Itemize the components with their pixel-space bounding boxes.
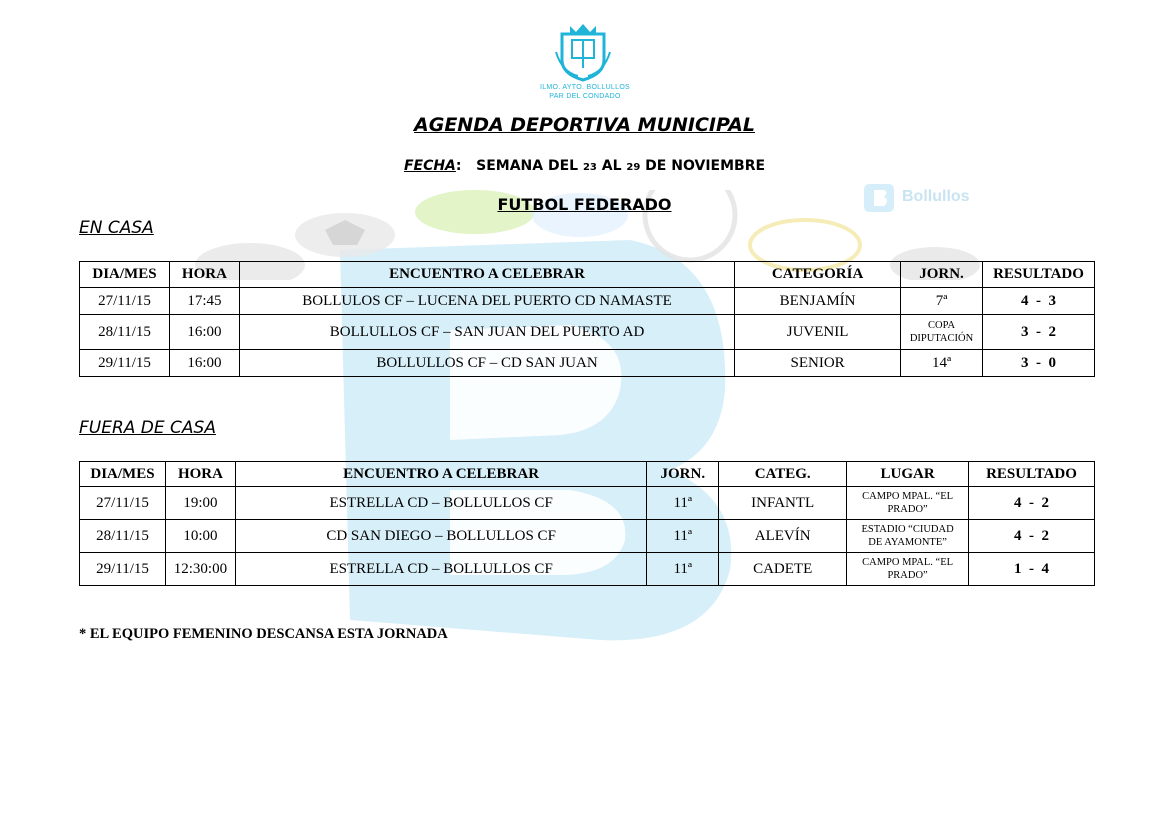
cell-lugar: [847, 520, 969, 553]
cell-jorn-line2: DIPUTACIÓN: [909, 333, 974, 344]
municipal-crest-icon: [548, 22, 618, 82]
col-header-dia: DIA/MES: [80, 262, 170, 288]
cell-dia: 29/11/15: [80, 553, 166, 586]
cell-lugar: [847, 487, 969, 520]
watermark-brand-text: Bollullos: [902, 188, 970, 205]
table-row: [80, 350, 1095, 377]
cell-resultado: 4 - 3: [983, 288, 1095, 315]
date-text-3: DE NOVIEMBRE: [640, 158, 766, 174]
col-header-resultado: RESULTADO: [969, 462, 1095, 487]
cell-resultado: 1 - 4: [969, 553, 1095, 586]
section-subtitle: FUTBOL FEDERADO: [497, 195, 672, 214]
cell-jorn: 14ª: [901, 350, 983, 377]
cell-hora: 16:00: [169, 350, 239, 377]
date-text-1: SEMANA DEL: [476, 158, 583, 174]
cell-lugar-line2: PRADO”: [887, 570, 928, 581]
cell-resultado: 4 - 2: [969, 520, 1095, 553]
cell-lugar-line2: PRADO”: [887, 504, 928, 515]
cell-jorn-line1: COPA: [927, 320, 956, 331]
cell-jorn: 11ª: [647, 553, 719, 586]
cell-resultado: 3 - 0: [983, 350, 1095, 377]
table-row: [80, 487, 1095, 520]
cell-categ: ALEVÍN: [719, 520, 847, 553]
cell-hora: 10:00: [165, 520, 235, 553]
cell-hora: 17:45: [169, 288, 239, 315]
table-row: [80, 315, 1095, 350]
cell-lugar-line1: CAMPO MPAL. “EL: [862, 491, 954, 502]
table-header-row: [80, 462, 1095, 487]
cell-dia: 28/11/15: [80, 520, 166, 553]
cell-encuentro: ESTRELLA CD – BOLLULLOS CF: [235, 553, 646, 586]
cell-encuentro: BOLLULLOS CF – SAN JUAN DEL PUERTO AD: [239, 315, 734, 350]
table-row: [80, 288, 1095, 315]
cell-lugar-line1: ESTADIO “CIUDAD: [861, 524, 954, 535]
date-label: FECHA: [403, 158, 456, 174]
cell-resultado: 3 - 2: [983, 315, 1095, 350]
cell-encuentro: BOLLULOS CF – LUCENA DEL PUERTO CD NAMASTE: [239, 288, 734, 315]
footnote: * EL EQUIPO FEMENINO DESCANSA ESTA JORNADA: [79, 626, 448, 642]
cell-encuentro: CD SAN DIEGO – BOLLULLOS CF: [235, 520, 646, 553]
col-header-categoria: CATEGORÍA: [735, 262, 901, 288]
away-section-heading: FUERA DE CASA: [79, 418, 216, 438]
cell-hora: 19:00: [165, 487, 235, 520]
col-header-categ: CATEG.: [719, 462, 847, 487]
col-header-jorn: JORN.: [647, 462, 719, 487]
cell-hora: 16:00: [169, 315, 239, 350]
col-header-hora: HORA: [165, 462, 235, 487]
cell-categoria: SENIOR: [735, 350, 901, 377]
cell-encuentro: ESTRELLA CD – BOLLULLOS CF: [235, 487, 646, 520]
cell-lugar-line2: DE AYAMONTE”: [868, 537, 947, 548]
away-matches-table: [79, 461, 1095, 586]
col-header-hora: HORA: [169, 262, 239, 288]
date-colon: :: [455, 158, 462, 174]
cell-jorn: 11ª: [647, 487, 719, 520]
date-day-end: 29: [626, 162, 641, 173]
date-line: [0, 158, 1169, 174]
col-header-jorn: JORN.: [901, 262, 983, 288]
col-header-encuentro: ENCUENTRO A CELEBRAR: [239, 262, 734, 288]
cell-resultado: 4 - 2: [969, 487, 1095, 520]
date-text-2: AL: [596, 158, 627, 174]
cell-hora: 12:30:00: [165, 553, 235, 586]
cell-categ: INFANTL: [719, 487, 847, 520]
home-matches-table: [79, 261, 1095, 377]
cell-dia: 27/11/15: [80, 288, 170, 315]
cell-lugar: [847, 553, 969, 586]
cell-categ: CADETE: [719, 553, 847, 586]
col-header-dia: DIA/MES: [80, 462, 166, 487]
home-section-heading: EN CASA: [79, 218, 154, 238]
crest-caption-line1: ILMO. AYTO. BOLLULLOS: [539, 84, 631, 91]
table-header-row: [80, 262, 1095, 288]
cell-dia: 27/11/15: [80, 487, 166, 520]
col-header-resultado: RESULTADO: [983, 262, 1095, 288]
cell-encuentro: BOLLULLOS CF – CD SAN JUAN: [239, 350, 734, 377]
cell-jorn: 11ª: [647, 520, 719, 553]
cell-jorn: [901, 315, 983, 350]
col-header-lugar: LUGAR: [847, 462, 969, 487]
cell-dia: 28/11/15: [80, 315, 170, 350]
cell-categoria: JUVENIL: [735, 315, 901, 350]
table-row: [80, 553, 1095, 586]
cell-dia: 29/11/15: [80, 350, 170, 377]
cell-categoria: BENJAMÍN: [735, 288, 901, 315]
cell-jorn: 7ª: [901, 288, 983, 315]
table-row: [80, 520, 1095, 553]
col-header-encuentro: ENCUENTRO A CELEBRAR: [235, 462, 646, 487]
page-title: AGENDA DEPORTIVA MUNICIPAL: [414, 114, 755, 136]
date-day-start: 23: [582, 162, 597, 173]
cell-lugar-line1: CAMPO MPAL. “EL: [862, 557, 954, 568]
crest-caption-line2: PAR DEL CONDADO: [549, 93, 621, 100]
